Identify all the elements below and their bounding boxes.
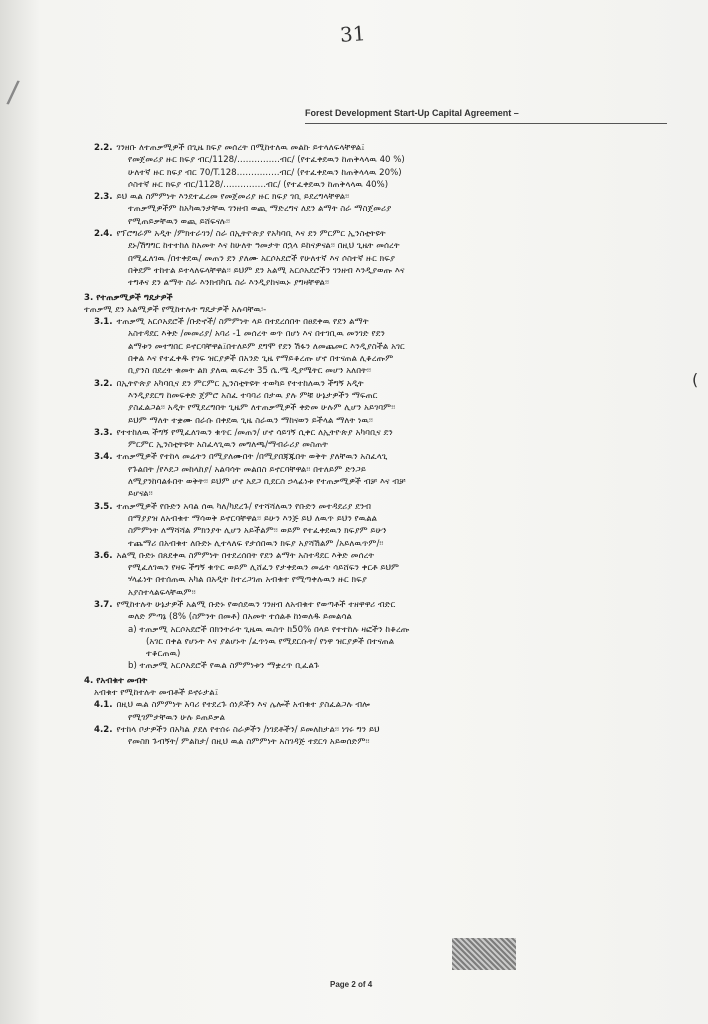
clause-3-1: 3.1. ተጠቃሚ አርሶአደሮች /ቡድኖች/ ስምምነት ላይ በተደረሰበት በፀደቀዉ የደን ልማት አስተዳደር እቅድ /መመሪያ/ አባሪ -1 መሰረት ወጥ በሆነ እና በተገቢዉ መንገድ የደን ልማቱን መተግበር ይኖርባቸዋል፤በተለይም ደግሞ የደን ሽፋን ለመጨመር እንዲያስችል አገር በቀል እና የተፈቀዱ የገፍ ዝርያዎች በአንድ ጊዜ የማይቆረጡ ሆኖ በተናጠል ሊቆረጡም ቢያንስ በደረት ቁመት ልክ ያለዉ ዉፍረት 35 ሴ.ሜ ዲያሜትር መሆን አለበት፡፡ — [94, 317, 405, 377]
payment-line-1: የመጀመሪያ ዙር ክፍያ ብር/1128/……………ብር/ (የተፈቀደዉን ከጠቅላላዉ 40 %) — [128, 155, 405, 166]
section-3-heading: 3. የተጠቃሚዎች ግዴታዎች — [84, 292, 173, 303]
clause-4-1: 4.1. በዚህ ዉል ስምምነት አባሪ የተደረጉ ሰነዶችን እና ሌሎች አብቁተ ያስፈልጋሉ ብሎ የሚገምታቸዉን ሁሉ ይጠይቃል — [94, 700, 370, 723]
clause-3-4: 3.4. ተጠቃሚዎች የተከላ መሬትን በሚያለሙበት /በሚያበጃጁበት ወቅት ያለቸዉን አስፈላጊ የጉልበት /የእደጋ መከላከያ/ አልባሳት መልበስ ይኖርባቸዋል፡፡ በተለይም ድንጋይ ለሚያንከባልፉበት ወቅት፡፡ ይህም ሆኖ አደጋ ቢደርስ ኃላፊነቱ የተጠቃሚዎች ብቻ እና ብቻ ይሆናል፡፡ — [94, 452, 406, 500]
subclause-b: b) ተጠቃሚ አርሶአደሮች የዉል ስምምነቱን ማቋረጥ ቢፈልጉ — [128, 661, 320, 672]
section-4-heading: 4. የአብቁተ መብት — [84, 675, 148, 686]
section-3-intro: ተጠቃሚ ደን አልሚዎች የሚከተሉት ግዴታዎች አሉባቸዉ፡- — [84, 304, 267, 315]
section-4-intro: አብቁተ የሚከተሉት መብቶች ይኖሩታል፤ — [94, 688, 219, 699]
clause-3-3: 3.3. የተተከለዉ ችግኝ የሚፈለገዉን ቁጥር /መጠን/ ሆኖ ሳይገኝ ሲቀር ለኢትዮጵያ አካባቢና ደን ምርምር ኢንስቲትዩት አስፈላጊዉን መግለጫ/ማብራሪያ መስጠት — [94, 427, 393, 451]
clause-3-2: 3.2. በኢትዮጵያ አካባቢና ደን ምርምር ኢንስቲትዩት ተወካይ የተተከለዉን ችግኝ አዲት እንዲያደርግ ከመፍቀድ ጀምሮ አስፈ ተባባሪ በታዉ ያሉ ምቹ ሁኔታዎችን ማፍጠር ያስፈልጋል፡፡ አዲት የሚደረግበት ጊዜም ለተጠቃሚዎች ቀድመ ሁሉም ሊሆን አይገባም፡፡ ይህም ማለት ተቋሙ በራሱ በቀደዉ ጊዜ ስራዉን ማከናወን ይችላል ማለት ነዉ፡፡ — [94, 378, 396, 426]
clause-3-5: 3.5. ተጠቃሚዎች የቡድን አባል ሰዉ ካለ/ካደረጉ/ የተሻሻለዉን የቡድን መተዳደሪያ ደንብ በማያያዝ ለአብቁተ ማሳወቅ ይኖርባቸዋል፡፡ ይሁን እንጅ ይህ ለዉጥ ይህን የዉልል ስምምነት ለማሻሻል ምክንያት ሊሆን አይችልም፡፡ ወይም የተፈቀደዉን ክፍያም ይሁን ተጨማሪ በአብቁተ ለቡድኑ ሊተላለፍ የታሰበዉን ክፍያ አያሻሽልም /አይለዉጥም/፡፡ — [94, 501, 387, 549]
header-rule — [305, 123, 667, 124]
payment-line-3: ሶስተኛ ዙር ክፍያ ብር/1128/……………ብር/ (የተፈቀደዉን ከጠቅላላዉ 40%) — [128, 179, 389, 190]
page-footer: Page 2 of 4 — [330, 980, 373, 989]
page-header: Forest Development Start-Up Capital Agreement – — [305, 108, 519, 118]
payment-line-2: ሁለተኛ ዙር ክፍያ ብር 70/T.128……………ብር/ (የተፈቀደዉን ከጠቅላላዉ 20%) — [128, 167, 402, 178]
subclause-a: a) ተጠቃሚ አርሶአደሮች በክንትራት ጊዜዉ ዉስጥ ከ50% በላይ የተተከሉ ዛፎችን ከቆረጡ — [128, 624, 410, 635]
handwritten-page-number: 31 — [339, 21, 367, 47]
clause-2-2: 2.2. ገንዘቡ ለተጠቃሚዎች በጊዜ ክፍያ መሰረት በሚከተለዉ መልኩ ይተላለፍላቸዋል፤ የመጀመሪያ ዙር ክፍያ ብር/1128/……………ብር/ (የተፈቀደዉን ከጠቅላላዉ 40 %) ሁለተኛ ዙር ክፍያ ብር 70/T.128……………ብር/ (የተፈቀደዉን ከጠቅላላዉ 20%) ሶስተኛ ዙር ክፍያ ብር/1128/……………ብር/ (የተፈቀደዉን ከጠቅላላዉ 40%) — [84, 142, 674, 191]
clause-2-3: 2.3. ይህ ዉል ስምምነት እንደተፈረመ የመጀመሪያ ዙር ክፍያ ገቢ ይደረግላቸዋል፡፡ ተጠቃሚዎችም ከአካዉንታቸዉ ገንዘብ ወጪ ማድረግና ለደን ልማት ስራ ማስጀመሪያ የሚጠይቃቸዉን ወጪ ይሸፍናሉ፡፡ — [94, 192, 392, 227]
clause-2-4: 2.4. የፕሮግራም አዲት /ምክተራገን/ ስራ በኢትዮጵያ የአካባቢ እና ደን ምርምር ኢንስቲትዩት ደኑ/ሽግግር ከተተከለ ከአመት እና ከሁለት ዓመታት በኋላ ይከናዎናል፡፡ በዚህ ጊዜት መሰረት በሚፈለገዉ /በተቀደዉ/ መጠን ደን ያለሙ አርሶአደሮች የሁለተኛ እና ሶስተኛ ዙር ክፍያ በቅደም ተከተል ይተላለፍላቸዋል፡፡ ይህም ደን አልሚ አርሶአደሮችን ገንዘብ እንዲያወጡ እና ተግቶና ደን ልማት ስራ እንክብካቤ ስራ እንዲያከናዉኑ ያግዛቸዋል፡፡ — [94, 229, 405, 289]
stamp-image — [452, 938, 516, 970]
clause-4-2: 4.2. የተከላ ቦታዎችን በአካል ያደለ የተሰሩ ስራዎችን /ነገደቶችን/ ይመለከታል፡፡ ነገሩ ግን ይህ የመስክ ጉብኝት/ ምልከታ/ በዚህ ዉል ስምምነት አስገዳጅ ተደርጎ አይወሰድም፡፡ — [94, 724, 380, 748]
margin-scribble: / — [5, 74, 21, 111]
margin-mark: ( — [692, 370, 699, 389]
clause-3-7: 3.7. የሚከተሉት ሁኔታዎች አልሚ ቡድኑ የወሰደዉን ገንዘብ ለአብቁተ የወጣቶች ተዘዋዋሪ ብድር ወለድ ምጣኔ (8% (ስምንት በመቶ) በአመት ተሰልቶ ከነወለዱ ይመልሳል a) ተጠቃሚ አርሶአደሮች በክንትራት ጊዜዉ ዉስጥ ከ50% በላይ የተተከሉ ዛፎችን ከቆረጡ (አገር በቀል የሆኑት እና ያልሆኑት /ፈጥነዉ የሚደርሱት/ የነዋ ዝርያዎች በተናጠል ተቆርጠዉ) b) ተጠቃሚ አርሶአደሮች የዉል ስምምነቱን ማቋረጥ ቢፈልጉ — [84, 599, 674, 673]
document-body — [84, 142, 674, 749]
clause-3-6: 3.6. አልሚ ቡድኑ በጸደቀዉ ስምምነት በተደረሰበት የደን ልማት አስተዳደር እቅድ መሰረት የሚፈለገዉን የዛፍ ችግኝ ቁጥር ወይም ሊሸፈን የታቀደዉን መሬት ሳይሸፍን ቀርቶ ይህም ሃላፊነት በተሰጠዉ አካል በአዲት ከተረጋገጠ አብቁተ የሚጣቀሉዉን ዙር ክፍያ አያስተላልፍላቸዉም፡፡ — [94, 550, 400, 598]
